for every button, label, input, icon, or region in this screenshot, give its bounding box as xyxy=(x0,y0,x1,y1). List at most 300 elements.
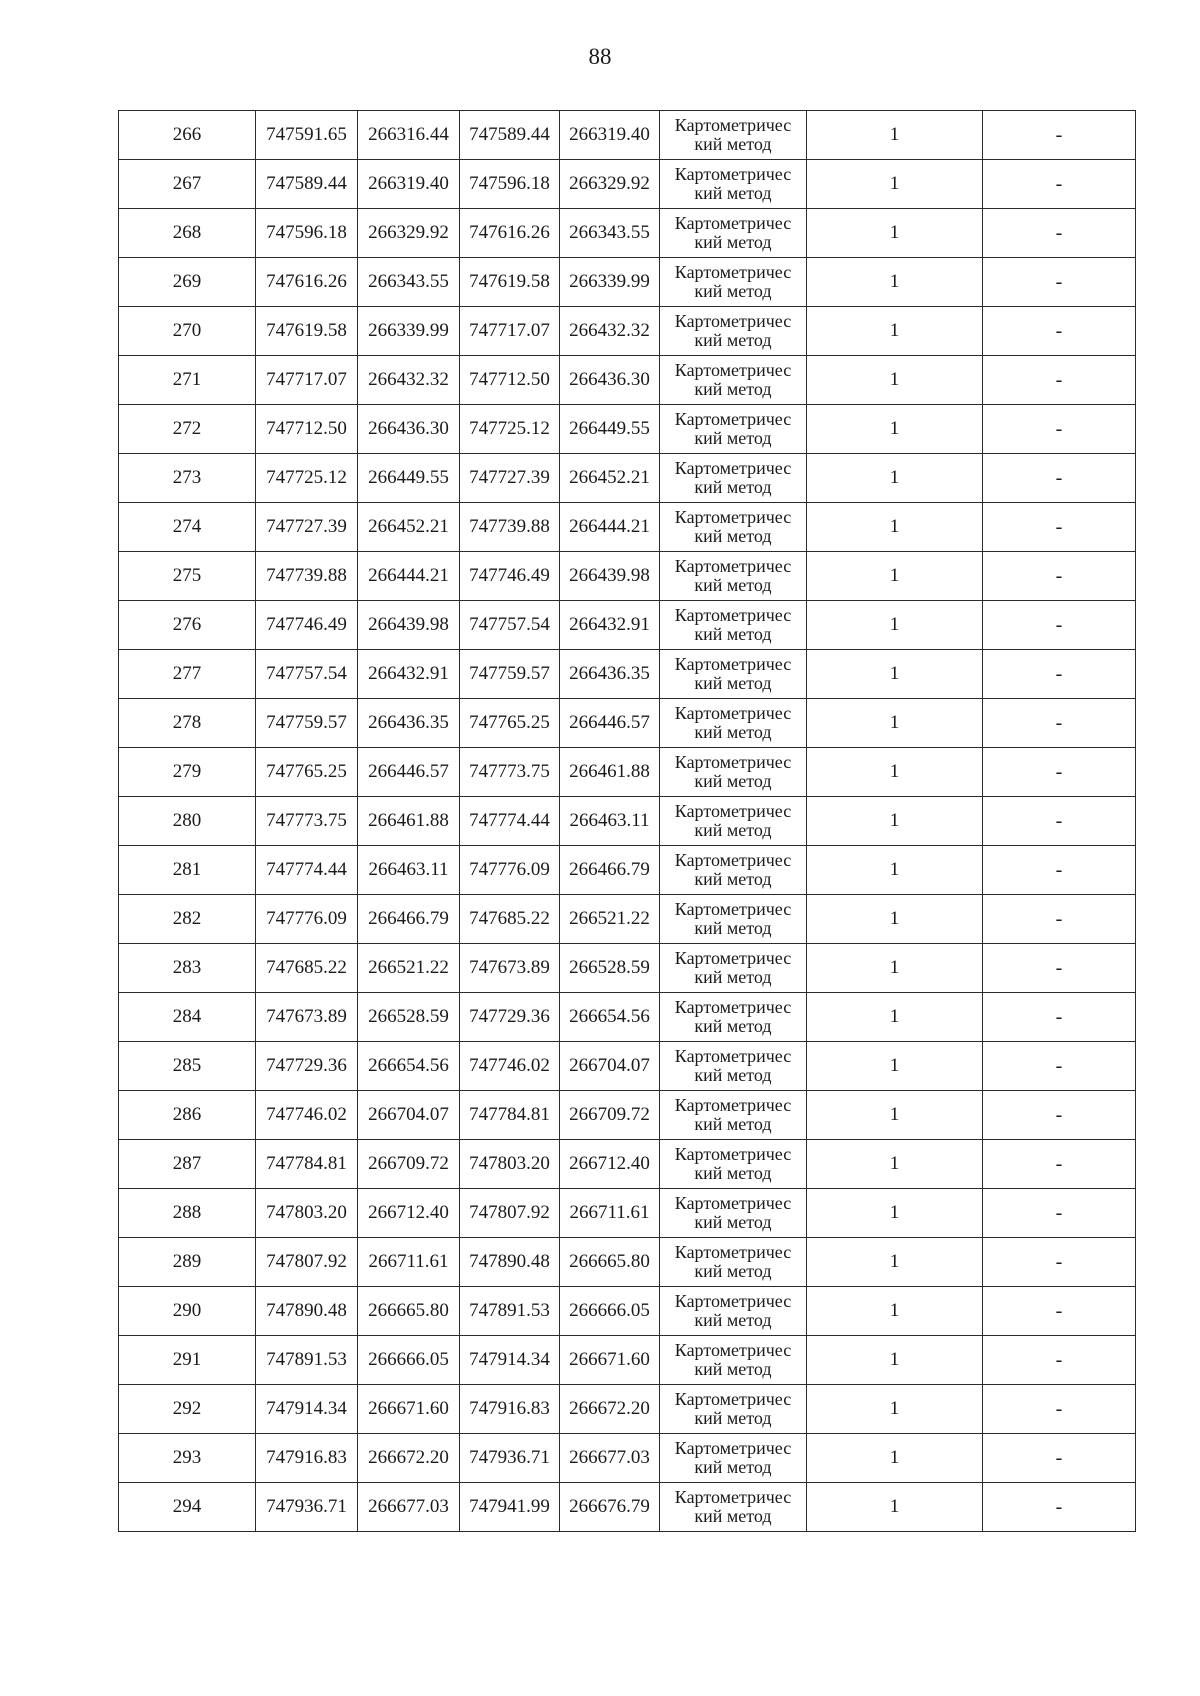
accuracy-cell: 1 xyxy=(807,1385,983,1434)
table-body xyxy=(119,111,1136,1532)
x2-cell: 747729.36 xyxy=(460,993,560,1042)
method-text-line1: Картометричес xyxy=(674,1291,792,1311)
point-number-cell: 272 xyxy=(119,405,256,454)
table-row xyxy=(119,454,1136,503)
method-text-line2: кий метод xyxy=(694,869,772,889)
method-text-line1: Картометричес xyxy=(674,1487,792,1507)
x1-cell: 747616.26 xyxy=(256,258,358,307)
method-text-line1: Картометричес xyxy=(674,801,792,821)
y1-cell: 266432.91 xyxy=(358,650,460,699)
method-text-line1: Картометричес xyxy=(674,1242,792,1262)
method-cell xyxy=(660,1189,807,1238)
x2-cell: 747619.58 xyxy=(460,258,560,307)
x2-cell: 747746.49 xyxy=(460,552,560,601)
y2-cell: 266439.98 xyxy=(560,552,660,601)
method-cell xyxy=(660,552,807,601)
accuracy-cell: 1 xyxy=(807,1091,983,1140)
x1-cell: 747773.75 xyxy=(256,797,358,846)
method-cell xyxy=(660,699,807,748)
x2-cell: 747717.07 xyxy=(460,307,560,356)
y2-cell: 266665.80 xyxy=(560,1238,660,1287)
y2-cell: 266449.55 xyxy=(560,405,660,454)
method-text-line2: кий метод xyxy=(694,1212,772,1232)
accuracy-cell: 1 xyxy=(807,111,983,160)
y1-cell: 266466.79 xyxy=(358,895,460,944)
method-cell xyxy=(660,307,807,356)
x1-cell: 747685.22 xyxy=(256,944,358,993)
method-text-line2: кий метод xyxy=(694,575,772,595)
y2-cell: 266452.21 xyxy=(560,454,660,503)
y2-cell: 266329.92 xyxy=(560,160,660,209)
y2-cell: 266712.40 xyxy=(560,1140,660,1189)
method-cell xyxy=(660,601,807,650)
x1-cell: 747589.44 xyxy=(256,160,358,209)
method-text-line1: Картометричес xyxy=(674,1144,792,1164)
method-text-line1: Картометричес xyxy=(674,899,792,919)
accuracy-cell: 1 xyxy=(807,503,983,552)
y2-cell: 266432.32 xyxy=(560,307,660,356)
x2-cell: 747784.81 xyxy=(460,1091,560,1140)
point-number-cell: 290 xyxy=(119,1287,256,1336)
point-number-cell: 282 xyxy=(119,895,256,944)
table-row xyxy=(119,1042,1136,1091)
method-text-line2: кий метод xyxy=(694,232,772,252)
accuracy-cell: 1 xyxy=(807,1140,983,1189)
method-text-line2: кий метод xyxy=(694,1408,772,1428)
point-number-cell: 293 xyxy=(119,1434,256,1483)
point-number-cell: 291 xyxy=(119,1336,256,1385)
method-cell xyxy=(660,993,807,1042)
x2-cell: 747774.44 xyxy=(460,797,560,846)
y1-cell: 266452.21 xyxy=(358,503,460,552)
method-cell xyxy=(660,356,807,405)
method-text-line1: Картометричес xyxy=(674,311,792,331)
table-row xyxy=(119,895,1136,944)
x1-cell: 747596.18 xyxy=(256,209,358,258)
y2-cell: 266676.79 xyxy=(560,1483,660,1532)
point-number-cell: 280 xyxy=(119,797,256,846)
y2-cell: 266432.91 xyxy=(560,601,660,650)
method-text-line1: Картометричес xyxy=(674,360,792,380)
y1-cell: 266439.98 xyxy=(358,601,460,650)
method-text-line1: Картометричес xyxy=(674,164,792,184)
point-number-cell: 283 xyxy=(119,944,256,993)
table-row xyxy=(119,111,1136,160)
method-text-line1: Картометричес xyxy=(674,458,792,478)
y1-cell: 266436.30 xyxy=(358,405,460,454)
method-text-line2: кий метод xyxy=(694,624,772,644)
note-cell: - xyxy=(983,1336,1136,1385)
y2-cell: 266654.56 xyxy=(560,993,660,1042)
table-row xyxy=(119,405,1136,454)
y2-cell: 266436.30 xyxy=(560,356,660,405)
note-cell: - xyxy=(983,307,1136,356)
x1-cell: 747717.07 xyxy=(256,356,358,405)
accuracy-cell: 1 xyxy=(807,1042,983,1091)
note-cell: - xyxy=(983,650,1136,699)
method-text-line2: кий метод xyxy=(694,379,772,399)
y1-cell: 266665.80 xyxy=(358,1287,460,1336)
accuracy-cell: 1 xyxy=(807,405,983,454)
x1-cell: 747784.81 xyxy=(256,1140,358,1189)
method-cell xyxy=(660,1483,807,1532)
coordinates-table xyxy=(118,110,1136,1532)
y1-cell: 266528.59 xyxy=(358,993,460,1042)
point-number-cell: 274 xyxy=(119,503,256,552)
method-cell xyxy=(660,258,807,307)
y1-cell: 266329.92 xyxy=(358,209,460,258)
point-number-cell: 266 xyxy=(119,111,256,160)
table-row xyxy=(119,503,1136,552)
method-text-line2: кий метод xyxy=(694,1114,772,1134)
y1-cell: 266712.40 xyxy=(358,1189,460,1238)
method-text-line1: Картометричес xyxy=(674,605,792,625)
note-cell: - xyxy=(983,748,1136,797)
y2-cell: 266466.79 xyxy=(560,846,660,895)
x2-cell: 747765.25 xyxy=(460,699,560,748)
method-text-line1: Картометричес xyxy=(674,1095,792,1115)
note-cell: - xyxy=(983,797,1136,846)
table-row xyxy=(119,356,1136,405)
method-cell xyxy=(660,650,807,699)
y2-cell: 266672.20 xyxy=(560,1385,660,1434)
table-row xyxy=(119,1091,1136,1140)
method-cell xyxy=(660,944,807,993)
y1-cell: 266654.56 xyxy=(358,1042,460,1091)
method-text-line2: кий метод xyxy=(694,134,772,154)
accuracy-cell: 1 xyxy=(807,209,983,258)
x2-cell: 747890.48 xyxy=(460,1238,560,1287)
method-text-line1: Картометричес xyxy=(674,850,792,870)
accuracy-cell: 1 xyxy=(807,1483,983,1532)
method-cell xyxy=(660,1385,807,1434)
note-cell: - xyxy=(983,1434,1136,1483)
accuracy-cell: 1 xyxy=(807,1434,983,1483)
y1-cell: 266319.40 xyxy=(358,160,460,209)
table-row xyxy=(119,846,1136,895)
method-text-line1: Картометричес xyxy=(674,703,792,723)
x1-cell: 747774.44 xyxy=(256,846,358,895)
method-text-line1: Картометричес xyxy=(674,1340,792,1360)
method-cell xyxy=(660,1434,807,1483)
point-number-cell: 294 xyxy=(119,1483,256,1532)
point-number-cell: 284 xyxy=(119,993,256,1042)
note-cell: - xyxy=(983,454,1136,503)
table-row xyxy=(119,650,1136,699)
x1-cell: 747759.57 xyxy=(256,699,358,748)
method-cell xyxy=(660,111,807,160)
accuracy-cell: 1 xyxy=(807,699,983,748)
method-cell xyxy=(660,895,807,944)
y1-cell: 266521.22 xyxy=(358,944,460,993)
y2-cell: 266709.72 xyxy=(560,1091,660,1140)
y1-cell: 266461.88 xyxy=(358,797,460,846)
x2-cell: 747673.89 xyxy=(460,944,560,993)
point-number-cell: 269 xyxy=(119,258,256,307)
table-row xyxy=(119,1140,1136,1189)
x1-cell: 747729.36 xyxy=(256,1042,358,1091)
accuracy-cell: 1 xyxy=(807,1238,983,1287)
note-cell: - xyxy=(983,1042,1136,1091)
note-cell: - xyxy=(983,1238,1136,1287)
method-cell xyxy=(660,405,807,454)
table-row xyxy=(119,552,1136,601)
x1-cell: 747712.50 xyxy=(256,405,358,454)
y1-cell: 266666.05 xyxy=(358,1336,460,1385)
point-number-cell: 289 xyxy=(119,1238,256,1287)
method-text-line1: Картометричес xyxy=(674,948,792,968)
method-cell xyxy=(660,1091,807,1140)
y1-cell: 266432.32 xyxy=(358,356,460,405)
x2-cell: 747589.44 xyxy=(460,111,560,160)
point-number-cell: 270 xyxy=(119,307,256,356)
y1-cell: 266672.20 xyxy=(358,1434,460,1483)
method-text-line2: кий метод xyxy=(694,281,772,301)
note-cell: - xyxy=(983,1140,1136,1189)
note-cell: - xyxy=(983,699,1136,748)
accuracy-cell: 1 xyxy=(807,454,983,503)
note-cell: - xyxy=(983,895,1136,944)
method-text-line1: Картометричес xyxy=(674,409,792,429)
method-text-line2: кий метод xyxy=(694,1065,772,1085)
method-text-line2: кий метод xyxy=(694,1310,772,1330)
method-text-line2: кий метод xyxy=(694,1457,772,1477)
note-cell: - xyxy=(983,209,1136,258)
x2-cell: 747596.18 xyxy=(460,160,560,209)
note-cell: - xyxy=(983,503,1136,552)
point-number-cell: 276 xyxy=(119,601,256,650)
y1-cell: 266671.60 xyxy=(358,1385,460,1434)
x2-cell: 747773.75 xyxy=(460,748,560,797)
y1-cell: 266316.44 xyxy=(358,111,460,160)
x1-cell: 747746.49 xyxy=(256,601,358,650)
accuracy-cell: 1 xyxy=(807,748,983,797)
x1-cell: 747746.02 xyxy=(256,1091,358,1140)
method-text-line2: кий метод xyxy=(694,1261,772,1281)
note-cell: - xyxy=(983,993,1136,1042)
x1-cell: 747807.92 xyxy=(256,1238,358,1287)
x1-cell: 747673.89 xyxy=(256,993,358,1042)
y2-cell: 266463.11 xyxy=(560,797,660,846)
table-row xyxy=(119,748,1136,797)
x2-cell: 747725.12 xyxy=(460,405,560,454)
y2-cell: 266711.61 xyxy=(560,1189,660,1238)
accuracy-cell: 1 xyxy=(807,160,983,209)
x2-cell: 747941.99 xyxy=(460,1483,560,1532)
note-cell: - xyxy=(983,552,1136,601)
method-cell xyxy=(660,503,807,552)
accuracy-cell: 1 xyxy=(807,895,983,944)
table-row xyxy=(119,307,1136,356)
accuracy-cell: 1 xyxy=(807,601,983,650)
point-number-cell: 285 xyxy=(119,1042,256,1091)
note-cell: - xyxy=(983,111,1136,160)
method-text-line2: кий метод xyxy=(694,526,772,546)
accuracy-cell: 1 xyxy=(807,993,983,1042)
x2-cell: 747936.71 xyxy=(460,1434,560,1483)
method-cell xyxy=(660,454,807,503)
accuracy-cell: 1 xyxy=(807,307,983,356)
x2-cell: 747759.57 xyxy=(460,650,560,699)
y1-cell: 266711.61 xyxy=(358,1238,460,1287)
x1-cell: 747619.58 xyxy=(256,307,358,356)
method-cell xyxy=(660,748,807,797)
point-number-cell: 278 xyxy=(119,699,256,748)
y2-cell: 266461.88 xyxy=(560,748,660,797)
point-number-cell: 288 xyxy=(119,1189,256,1238)
x2-cell: 747712.50 xyxy=(460,356,560,405)
x2-cell: 747739.88 xyxy=(460,503,560,552)
method-text-line1: Картометричес xyxy=(674,654,792,674)
y1-cell: 266444.21 xyxy=(358,552,460,601)
note-cell: - xyxy=(983,601,1136,650)
note-cell: - xyxy=(983,1189,1136,1238)
accuracy-cell: 1 xyxy=(807,650,983,699)
table-row xyxy=(119,699,1136,748)
x2-cell: 747914.34 xyxy=(460,1336,560,1385)
method-text-line1: Картометричес xyxy=(674,1193,792,1213)
note-cell: - xyxy=(983,1385,1136,1434)
x2-cell: 747803.20 xyxy=(460,1140,560,1189)
note-cell: - xyxy=(983,160,1136,209)
table-row xyxy=(119,209,1136,258)
y2-cell: 266528.59 xyxy=(560,944,660,993)
y1-cell: 266436.35 xyxy=(358,699,460,748)
note-cell: - xyxy=(983,1091,1136,1140)
y1-cell: 266449.55 xyxy=(358,454,460,503)
note-cell: - xyxy=(983,944,1136,993)
table-row xyxy=(119,944,1136,993)
accuracy-cell: 1 xyxy=(807,1336,983,1385)
coordinates-table-container xyxy=(118,110,1135,1532)
y2-cell: 266704.07 xyxy=(560,1042,660,1091)
point-number-cell: 281 xyxy=(119,846,256,895)
method-cell xyxy=(660,846,807,895)
table-row xyxy=(119,1238,1136,1287)
x2-cell: 747616.26 xyxy=(460,209,560,258)
x1-cell: 747765.25 xyxy=(256,748,358,797)
x1-cell: 747739.88 xyxy=(256,552,358,601)
y1-cell: 266463.11 xyxy=(358,846,460,895)
method-text-line2: кий метод xyxy=(694,820,772,840)
table-row xyxy=(119,1483,1136,1532)
accuracy-cell: 1 xyxy=(807,1287,983,1336)
method-text-line2: кий метод xyxy=(694,1359,772,1379)
method-cell xyxy=(660,1336,807,1385)
accuracy-cell: 1 xyxy=(807,797,983,846)
y2-cell: 266666.05 xyxy=(560,1287,660,1336)
table-row xyxy=(119,1385,1136,1434)
x1-cell: 747890.48 xyxy=(256,1287,358,1336)
x1-cell: 747916.83 xyxy=(256,1434,358,1483)
accuracy-cell: 1 xyxy=(807,846,983,895)
table-row xyxy=(119,601,1136,650)
x1-cell: 747803.20 xyxy=(256,1189,358,1238)
x2-cell: 747891.53 xyxy=(460,1287,560,1336)
method-cell xyxy=(660,797,807,846)
point-number-cell: 279 xyxy=(119,748,256,797)
y2-cell: 266521.22 xyxy=(560,895,660,944)
method-cell xyxy=(660,160,807,209)
x1-cell: 747776.09 xyxy=(256,895,358,944)
x2-cell: 747727.39 xyxy=(460,454,560,503)
method-text-line2: кий метод xyxy=(694,771,772,791)
page-number: 88 xyxy=(588,44,612,69)
method-cell xyxy=(660,209,807,258)
method-text-line1: Картометричес xyxy=(674,556,792,576)
table-row xyxy=(119,160,1136,209)
x1-cell: 747725.12 xyxy=(256,454,358,503)
note-cell: - xyxy=(983,405,1136,454)
accuracy-cell: 1 xyxy=(807,1189,983,1238)
y2-cell: 266343.55 xyxy=(560,209,660,258)
point-number-cell: 277 xyxy=(119,650,256,699)
y2-cell: 266671.60 xyxy=(560,1336,660,1385)
accuracy-cell: 1 xyxy=(807,356,983,405)
point-number-cell: 271 xyxy=(119,356,256,405)
method-text-line2: кий метод xyxy=(694,477,772,497)
point-number-cell: 286 xyxy=(119,1091,256,1140)
method-text-line1: Картометричес xyxy=(674,752,792,772)
y2-cell: 266677.03 xyxy=(560,1434,660,1483)
method-text-line1: Картометричес xyxy=(674,262,792,282)
method-text-line1: Картометричес xyxy=(674,1046,792,1066)
method-text-line2: кий метод xyxy=(694,1506,772,1526)
x1-cell: 747591.65 xyxy=(256,111,358,160)
y2-cell: 266436.35 xyxy=(560,650,660,699)
method-text-line1: Картометричес xyxy=(674,997,792,1017)
x2-cell: 747916.83 xyxy=(460,1385,560,1434)
y2-cell: 266444.21 xyxy=(560,503,660,552)
note-cell: - xyxy=(983,356,1136,405)
point-number-cell: 267 xyxy=(119,160,256,209)
method-cell xyxy=(660,1042,807,1091)
note-cell: - xyxy=(983,1483,1136,1532)
accuracy-cell: 1 xyxy=(807,258,983,307)
table-row xyxy=(119,258,1136,307)
y2-cell: 266446.57 xyxy=(560,699,660,748)
x1-cell: 747914.34 xyxy=(256,1385,358,1434)
point-number-cell: 273 xyxy=(119,454,256,503)
method-text-line1: Картометричес xyxy=(674,115,792,135)
y2-cell: 266319.40 xyxy=(560,111,660,160)
y1-cell: 266343.55 xyxy=(358,258,460,307)
method-text-line1: Картометричес xyxy=(674,213,792,233)
note-cell: - xyxy=(983,1287,1136,1336)
method-cell xyxy=(660,1140,807,1189)
accuracy-cell: 1 xyxy=(807,944,983,993)
method-text-line1: Картометричес xyxy=(674,507,792,527)
method-cell xyxy=(660,1238,807,1287)
method-text-line1: Картометричес xyxy=(674,1389,792,1409)
x2-cell: 747757.54 xyxy=(460,601,560,650)
y1-cell: 266446.57 xyxy=(358,748,460,797)
x2-cell: 747807.92 xyxy=(460,1189,560,1238)
method-text-line2: кий метод xyxy=(694,428,772,448)
accuracy-cell: 1 xyxy=(807,552,983,601)
method-text-line2: кий метод xyxy=(694,967,772,987)
y1-cell: 266704.07 xyxy=(358,1091,460,1140)
table-row xyxy=(119,993,1136,1042)
note-cell: - xyxy=(983,258,1136,307)
table-row xyxy=(119,1336,1136,1385)
x2-cell: 747746.02 xyxy=(460,1042,560,1091)
table-row xyxy=(119,797,1136,846)
method-text-line2: кий метод xyxy=(694,183,772,203)
table-row xyxy=(119,1189,1136,1238)
table-row xyxy=(119,1287,1136,1336)
method-text-line2: кий метод xyxy=(694,673,772,693)
